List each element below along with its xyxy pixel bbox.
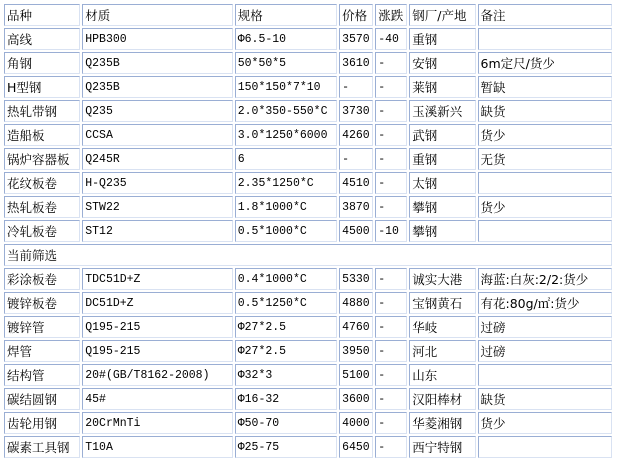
cell-price: 6450 [339, 436, 373, 458]
cell-spec: Φ25-75 [235, 436, 337, 458]
cell-remark: 有花:80g/㎡:货少 [478, 292, 613, 314]
cell-remark: 无货 [478, 148, 613, 170]
cell-material: 20CrMnTi [82, 412, 233, 434]
table-row [4, 172, 612, 194]
cell-material: Q245R [82, 148, 233, 170]
cell-change: -10 [375, 220, 407, 242]
steel-price-table [2, 2, 614, 460]
cell-price: 4510 [339, 172, 373, 194]
cell-price: 4880 [339, 292, 373, 314]
header-mill: 钢厂/产地 [409, 4, 475, 26]
cell-product: 花纹板卷 [4, 172, 80, 194]
cell-material: H-Q235 [82, 172, 233, 194]
cell-change: - [375, 196, 407, 218]
cell-material: ST12 [82, 220, 233, 242]
cell-mill: 华菱湘钢 [409, 412, 475, 434]
cell-change: - [375, 100, 407, 122]
cell-spec: 6 [235, 148, 337, 170]
cell-change: - [375, 172, 407, 194]
price-table-container [2, 2, 614, 460]
table-row [4, 316, 612, 338]
cell-material: Q195-215 [82, 316, 233, 338]
cell-price: - [339, 76, 373, 98]
table-row [4, 76, 612, 98]
cell-remark: 货少 [478, 412, 613, 434]
cell-product: 彩涂板卷 [4, 268, 80, 290]
cell-remark [478, 172, 613, 194]
cell-price: 4260 [339, 124, 373, 146]
header-material: 材质 [82, 4, 233, 26]
cell-mill: 河北 [409, 340, 475, 362]
cell-mill: 太钢 [409, 172, 475, 194]
cell-product: 造船板 [4, 124, 80, 146]
header-price: 价格 [339, 4, 373, 26]
cell-material: STW22 [82, 196, 233, 218]
table-row [4, 340, 612, 362]
cell-mill: 玉溪新兴 [409, 100, 475, 122]
cell-material: 45# [82, 388, 233, 410]
cell-material: HPB300 [82, 28, 233, 50]
section-label: 当前筛选 [4, 244, 612, 266]
cell-remark: 过磅 [478, 340, 613, 362]
cell-change: - [375, 124, 407, 146]
cell-price: 4000 [339, 412, 373, 434]
cell-product: 碳素工具钢 [4, 436, 80, 458]
cell-material: TDC51D+Z [82, 268, 233, 290]
cell-spec: 0.4*1000*C [235, 268, 337, 290]
cell-spec: 0.5*1250*C [235, 292, 337, 314]
header-spec: 规格 [235, 4, 337, 26]
cell-mill: 重钢 [409, 28, 475, 50]
cell-product: 碳结圆钢 [4, 388, 80, 410]
table-row [4, 268, 612, 290]
table-row [4, 292, 612, 314]
cell-mill: 华岐 [409, 316, 475, 338]
cell-change: - [375, 76, 407, 98]
cell-remark: 货少 [478, 124, 613, 146]
cell-material: CCSA [82, 124, 233, 146]
cell-material: 20#(GB/T8162-2008) [82, 364, 233, 386]
cell-product: 热轧带钢 [4, 100, 80, 122]
table-row [4, 148, 612, 170]
cell-product: 镀锌板卷 [4, 292, 80, 314]
cell-price: 3570 [339, 28, 373, 50]
cell-product: 冷轧板卷 [4, 220, 80, 242]
cell-mill: 攀钢 [409, 220, 475, 242]
cell-mill: 山东 [409, 364, 475, 386]
cell-spec: 3.0*1250*6000 [235, 124, 337, 146]
cell-remark [478, 220, 613, 242]
cell-material: Q195-215 [82, 340, 233, 362]
table-row [4, 100, 612, 122]
cell-spec: 1.8*1000*C [235, 196, 337, 218]
table-row [4, 28, 612, 50]
cell-mill: 宝钢黄石 [409, 292, 475, 314]
table-row [4, 436, 612, 458]
header-remark: 备注 [478, 4, 613, 26]
cell-product: 镀锌管 [4, 316, 80, 338]
cell-change: - [375, 340, 407, 362]
cell-spec: 2.0*350-550*C [235, 100, 337, 122]
cell-price: - [339, 148, 373, 170]
cell-mill: 重钢 [409, 148, 475, 170]
cell-change: -40 [375, 28, 407, 50]
cell-change: - [375, 148, 407, 170]
cell-price: 4500 [339, 220, 373, 242]
cell-remark: 海蓝:白灰:2/2:货少 [478, 268, 613, 290]
cell-price: 3950 [339, 340, 373, 362]
cell-product: 热轧板卷 [4, 196, 80, 218]
cell-material: Q235B [82, 52, 233, 74]
cell-spec: 2.35*1250*C [235, 172, 337, 194]
cell-product: 结构管 [4, 364, 80, 386]
cell-price: 5330 [339, 268, 373, 290]
cell-price: 3610 [339, 52, 373, 74]
cell-product: 焊管 [4, 340, 80, 362]
cell-spec: Φ32*3 [235, 364, 337, 386]
cell-mill: 攀钢 [409, 196, 475, 218]
cell-product: 齿轮用钢 [4, 412, 80, 434]
cell-spec: Φ50-70 [235, 412, 337, 434]
table-row [4, 124, 612, 146]
cell-material: Q235 [82, 100, 233, 122]
cell-change: - [375, 388, 407, 410]
table-header-row [4, 4, 612, 26]
cell-change: - [375, 52, 407, 74]
cell-price: 3730 [339, 100, 373, 122]
table-row [4, 196, 612, 218]
table-row [4, 220, 612, 242]
cell-change: - [375, 364, 407, 386]
cell-material: Q235B [82, 76, 233, 98]
cell-product: 锅炉容器板 [4, 148, 80, 170]
cell-spec: Φ16-32 [235, 388, 337, 410]
cell-remark [478, 28, 613, 50]
cell-remark [478, 364, 613, 386]
cell-spec: Φ6.5-10 [235, 28, 337, 50]
table-row [4, 412, 612, 434]
cell-mill: 安钢 [409, 52, 475, 74]
cell-price: 3870 [339, 196, 373, 218]
cell-spec: 0.5*1000*C [235, 220, 337, 242]
cell-remark: 货少 [478, 196, 613, 218]
cell-mill: 武钢 [409, 124, 475, 146]
cell-spec: Φ27*2.5 [235, 316, 337, 338]
table-row [4, 388, 612, 410]
cell-mill: 诚实大港 [409, 268, 475, 290]
cell-mill: 莱钢 [409, 76, 475, 98]
cell-spec: 150*150*7*10 [235, 76, 337, 98]
header-product: 品种 [4, 4, 80, 26]
cell-change: - [375, 436, 407, 458]
cell-spec: Φ27*2.5 [235, 340, 337, 362]
cell-product: 角钢 [4, 52, 80, 74]
header-change: 涨跌 [375, 4, 407, 26]
cell-product: 高线 [4, 28, 80, 50]
cell-material: DC51D+Z [82, 292, 233, 314]
cell-mill: 汉阳棒材 [409, 388, 475, 410]
cell-remark: 暂缺 [478, 76, 613, 98]
cell-remark: 缺货 [478, 100, 613, 122]
cell-change: - [375, 268, 407, 290]
cell-price: 4760 [339, 316, 373, 338]
cell-change: - [375, 292, 407, 314]
cell-remark: 缺货 [478, 388, 613, 410]
table-row [4, 52, 612, 74]
cell-product: H型钢 [4, 76, 80, 98]
section-row [4, 244, 612, 266]
cell-price: 3600 [339, 388, 373, 410]
cell-material: T10A [82, 436, 233, 458]
cell-mill: 西宁特钢 [409, 436, 475, 458]
table-row [4, 364, 612, 386]
cell-change: - [375, 316, 407, 338]
cell-remark: 过磅 [478, 316, 613, 338]
cell-remark [478, 436, 613, 458]
cell-price: 5100 [339, 364, 373, 386]
cell-change: - [375, 412, 407, 434]
cell-spec: 50*50*5 [235, 52, 337, 74]
cell-remark: 6m定尺/货少 [478, 52, 613, 74]
